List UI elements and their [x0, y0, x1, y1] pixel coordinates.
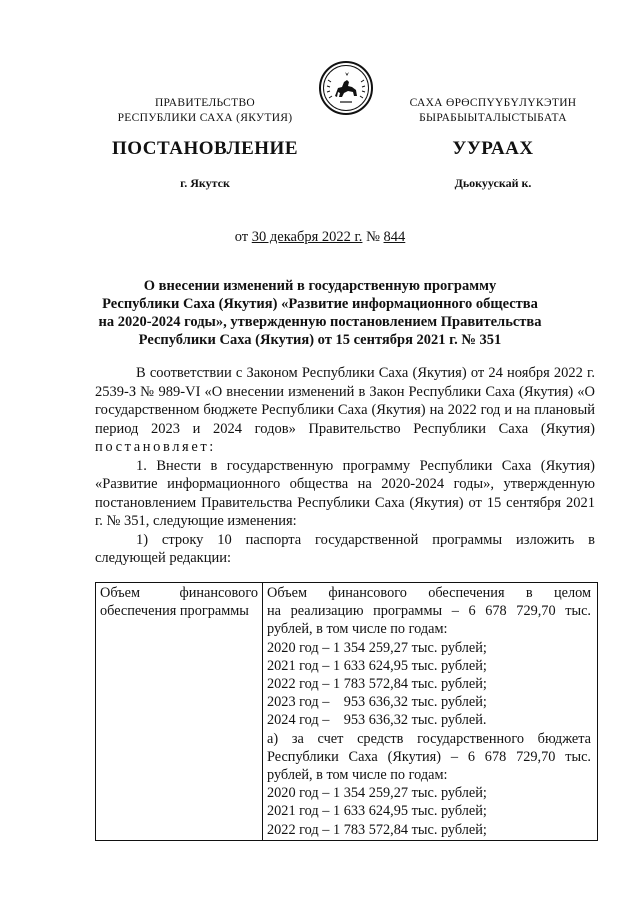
- year-a-line: 2020 год – 1 354 259,27 тыс. рублей;: [267, 785, 487, 802]
- right-organization: [383, 96, 603, 126]
- year-total-line: 2023 год – 953 636,32 тыс. рублей;: [267, 694, 487, 711]
- paragraph-preamble: [95, 364, 595, 457]
- right-doc-type: УУРААХ: [452, 138, 534, 159]
- decree-date: 30 декабря 2022 г.: [251, 229, 363, 245]
- year-total-line: 2022 год – 1 783 572,84 тыс. рублей;: [267, 676, 487, 693]
- label-line2: обеспечения программы: [100, 603, 249, 620]
- decree-number: 844: [383, 229, 406, 245]
- right-org-line1: САХА ӨРӨСПҮҮБҮЛҮКЭТИН: [409, 97, 577, 109]
- coat-of-arms-emblem: [318, 60, 374, 116]
- table-label-cell: [96, 583, 263, 841]
- year-a-line: 2022 год – 1 783 572,84 тыс. рублей;: [267, 821, 487, 838]
- table-value-cell: [263, 583, 598, 841]
- preamble-text: В соответствии с Законом Республики Саха (Якутия) от 24 ноября 2022 г. 2539-З № 989-VI «О внесении изменений в Закон Республики Саха (Якутия) «О государственном бюджете Республики Саха (Якутия) на 2022 год и на плановый период 2023 и 2024 годов» Правительство Республики Саха (Якутия): [95, 365, 595, 437]
- right-city: Дьокуускай к.: [454, 176, 532, 190]
- title-line: О внесении изменений в государственную программу: [143, 278, 497, 294]
- resolves-word: постановляет:: [95, 439, 216, 455]
- decree-date-line: [0, 229, 640, 246]
- title-line: Республики Саха (Якутия) «Развитие информационного общества: [102, 296, 538, 312]
- intro-line2: на реализацию программы – 6 678 729,70 тыс.: [267, 603, 591, 620]
- paragraph-item-1-1-line1: 1) строку 10 паспорта государственной программы изложить в: [136, 531, 595, 548]
- year-total-line: 2020 год – 1 354 259,27 тыс. рублей;: [267, 639, 487, 656]
- right-org-line2: БЫРАБЫЫТАЛЫСТЫБАТА: [419, 112, 567, 124]
- label-line1: Объем финансового: [100, 585, 258, 601]
- intro-line1: Объем финансового обеспечения в целом: [267, 585, 591, 601]
- year-total-line: 2021 год – 1 633 624,95 тыс. рублей;: [267, 657, 487, 674]
- paragraph-item-1-1-line2: следующей редакции:: [95, 550, 232, 566]
- decree-prefix: от: [234, 229, 249, 245]
- left-org-line1: ПРАВИТЕЛЬСТВО: [154, 97, 256, 109]
- left-city: г. Якутск: [180, 176, 230, 190]
- left-doc-type: ПОСТАНОВЛЕНИЕ: [111, 138, 299, 159]
- year-total-line: 2024 год – 953 636,32 тыс. рублей.: [267, 712, 487, 729]
- paragraph-item-1: 1. Внести в государственную программу Республики Саха (Якутия) «Развитие информационного общества на 2020-2024 годы», утвержденную постановлением Правительства Республики Саха (Якутия) от 15 сентября 2021 г. № 351, следующие изменения:: [95, 457, 595, 529]
- body-text: [95, 364, 595, 568]
- table-row: [96, 583, 598, 841]
- intro-line3: рублей, в том числе по годам:: [267, 621, 448, 638]
- decree-title: [60, 277, 580, 349]
- sub-a-line2: Республики Саха (Якутия) – 6 678 729,70 тыс.: [267, 748, 591, 765]
- title-line: на 2020-2024 годы», утвержденную постановлением Правительства: [98, 314, 542, 330]
- left-organization: [100, 96, 310, 126]
- year-a-line: 2021 год – 1 633 624,95 тыс. рублей;: [267, 803, 487, 820]
- title-line: Республики Саха (Якутия) от 15 сентября 2021 г. № 351: [138, 332, 502, 348]
- decree-number-sign: №: [366, 229, 380, 245]
- left-org-line2: РЕСПУБЛИКИ САХА (ЯКУТИЯ): [117, 112, 293, 124]
- sub-a-line1: а) за счет средств государственного бюджета: [267, 730, 591, 747]
- financing-table: [95, 582, 598, 841]
- sub-a-line3: рублей, в том числе по годам:: [267, 767, 448, 784]
